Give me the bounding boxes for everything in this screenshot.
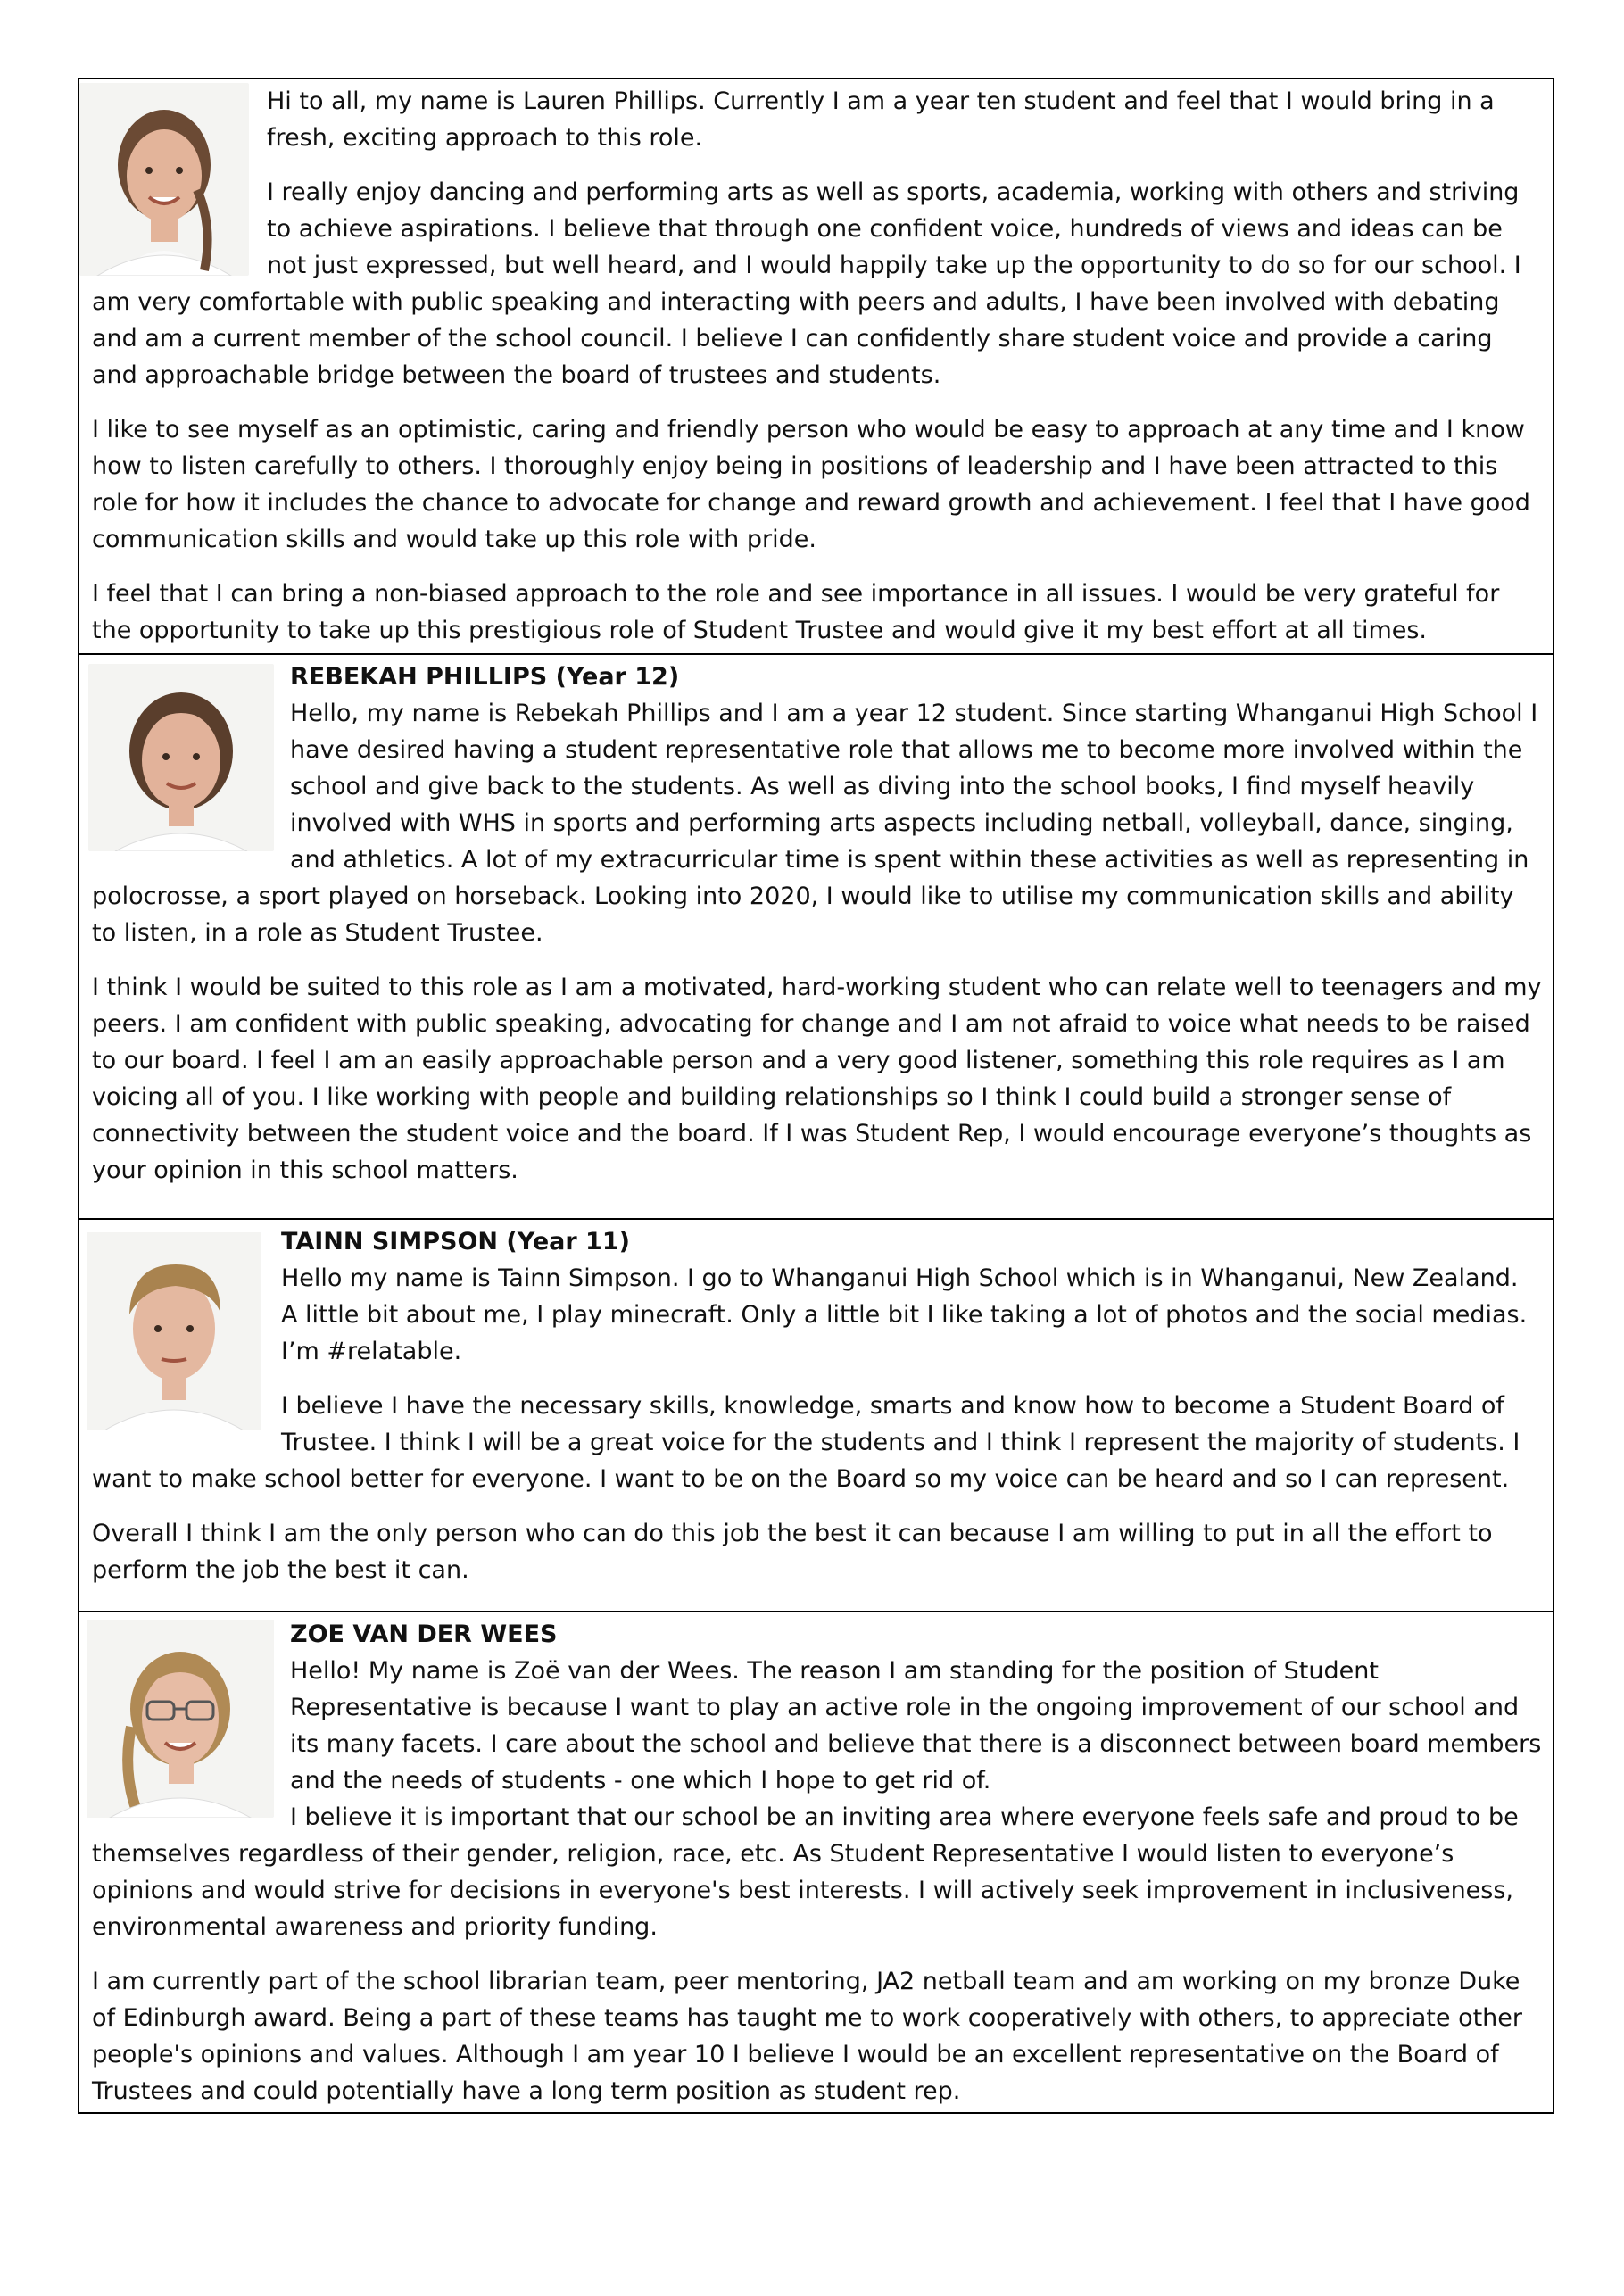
candidate-bio-paragraph: I like to see myself as an optimistic, caring and friendly person who would be easy to approach at any time and I know how to listen carefully to others. I thoroughly enjoy being in positions of leadership and I have been attracted to this role for how it includes the chance to advocate for change and reward growth and achievement. I feel that I have good communication skills and would take up this role with pride. (92, 416, 1530, 553)
candidate-lauren-phillips (79, 79, 1553, 655)
candidate-bio-paragraph: I believe it is important that our school be an inviting area where everyone feels safe and proud to be themselves regardless of their gender, religion, race, etc. As Student Representative I would listen to everyone’s opinions and would strive for decisions in everyone's best interests. I will actively seek improvement in inclusiveness, environmental awareness and priority funding. (92, 1803, 1519, 1941)
candidate-bio-paragraph: Hello, my name is Rebekah Phillips and I am a year 12 student. Since starting Whanganui High School I have desired having a student representative role that allows me to become more involved within the school and give back to the students. As well as diving into the school books, I find myself heavily involved with WHS in sports and performing arts aspects including netball, volleyball, dance, singing, and athletics. A lot of my extracurricular time is spent within these activities as well as representing in polocrosse, a sport played on horseback. Looking into 2020, I would like to utilise my communication skills and ability to listen, in a role as Student Trustee. (92, 700, 1538, 947)
candidate-bio-paragraph: I think I would be suited to this role as I am a motivated, hard-working student who can relate well to teenagers and my peers. I am confident with public speaking, advocating for change and I am not afraid to voice what needs to be raised to our board. I feel I am an easily approachable person and a very good listener, something this role requires as I am voicing all of you. I like working with people and building relationships so I think I could build a stronger sense of connectivity between the student voice and the board. If I was Student Rep, I would encourage everyone’s thoughts as your opinion in this school matters. (92, 974, 1542, 1184)
candidate-name: ZOE VAN DER WEES (290, 1620, 558, 1648)
candidate-name: TAINN SIMPSON (Year 11) (281, 1228, 630, 1256)
candidate-photo (88, 664, 274, 851)
candidate-rebekah-phillips (79, 655, 1553, 1220)
candidate-bio-paragraph: Hi to all, my name is Lauren Phillips. Currently I am a year ten student and feel that I would bring in a fresh, exciting approach to this role. (267, 87, 1495, 152)
candidate-bio-paragraph: Hello my name is Tainn Simpson. I go to Whanganui High School which is in Whanganui, New Zealand. A little bit about me, I play minecraft. Only a little bit I like taking a lot of photos and the social medias. I’m #relatable. (281, 1264, 1528, 1365)
candidate-profiles-table (78, 78, 1554, 2114)
candidate-tainn-simpson (79, 1220, 1553, 1612)
candidate-name: REBEKAH PHILLIPS (Year 12) (290, 663, 680, 691)
candidate-photo (87, 1620, 274, 1818)
candidate-zoe-van-der-wees (79, 1612, 1553, 2112)
candidate-bio-paragraph: Hello! My name is Zoë van der Wees. The reason I am standing for the position of Student Representative is because I want to play an active role in the ongoing improvement of our school and its many facets. I care about the school and believe that there is a disconnect between board members and the needs of students - one which I hope to get rid of. (290, 1657, 1542, 1795)
candidate-bio-paragraph: I believe I have the necessary skills, knowledge, smarts and know how to become a Student Board of Trustee. I think I will be a great voice for the students and I think I represent the majority of students. I want to make school better for everyone. I want to be on the Board so my voice can be heard and so I can represent. (92, 1392, 1520, 1493)
candidate-bio-paragraph: I feel that I can bring a non-biased approach to the role and see importance in all issues. I would be very grateful for the opportunity to take up this prestigious role of Student Trustee and would give it my best effort at all times. (92, 580, 1500, 644)
candidate-photo (79, 83, 249, 276)
candidate-photo (87, 1232, 261, 1430)
candidate-bio-paragraph: I really enjoy dancing and performing arts as well as sports, academia, working with others and striving to achieve aspirations. I believe that through one confident voice, hundreds of views and ideas can be not just expressed, but well heard, and I would happily take up the opportunity to do so for our school. I am very comfortable with public speaking and interacting with peers and adults, I have been involved with debating and am a current member of the school council. I believe I can confidently share student voice and provide a caring and approachable bridge between the board of trustees and students. (92, 178, 1521, 389)
candidate-bio-paragraph: I am currently part of the school librarian team, peer mentoring, JA2 netball team and am working on my bronze Duke of Edinburgh award. Being a part of these teams has taught me to work cooperatively with others, to appreciate other people's opinions and values. Although I am year 10 I believe I would be an excellent representative on the Board of Trustees and could potentially have a long term position as student rep. (92, 1968, 1523, 2105)
candidate-bio-paragraph: Overall I think I am the only person who can do this job the best it can because I am willing to put in all the effort to perform the job the best it can. (92, 1520, 1493, 1584)
